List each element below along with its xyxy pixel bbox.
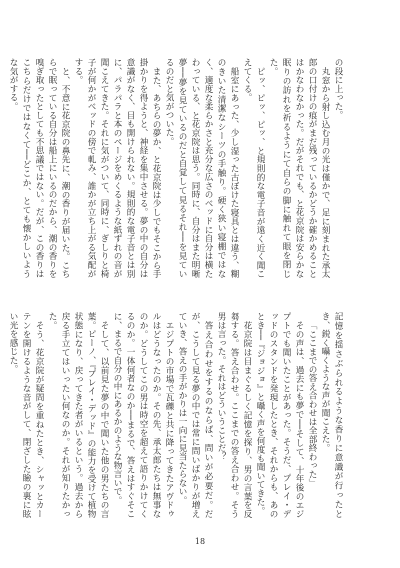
- paragraph: と、不意に花京院の鼻先に、潮の香りが届いた。こちらで眠っている自分は船上にいるのだから、潮の香りを嗅ぎ取ったとしても不思議ではない。だが、この香りはこちらだけではなくて──どこか、とても懐かしいような気がする。: [8, 58, 70, 278]
- text-block-bottom: [8, 312, 344, 518]
- paragraph: そう、花京院が疑問を重ねたとき、シャッとカーテンを開けるような音がして、閉ざした瞼の裏に眩い光を感じた。: [8, 312, 44, 518]
- page-number: 18: [194, 537, 206, 546]
- paragraph: そして、以前見た夢の中で聞いた他の男たちの言葉。ピーノ、『プレイ・デッド』の能力を受けて植物状態になり、戻ってきた者がいるという。過去から戻る手立てはいったい何なのか。それが知りたかった。: [47, 312, 109, 518]
- paragraph: 丸窓から射し込む月の光は僅かで、足に刻まれた承太郎の口付けの痕がまだ残っているかどうか確かめることはかなわなかった。だがそれでも、と花京院は安らかな眠りの訪れを祈るようにて自らの脚に触れて眼を閉じた。: [268, 58, 330, 278]
- paragraph: 「ここまでの答え合わせは全部終わった」: [307, 320, 317, 487]
- paragraph: また、あちらの夢か、と花京院は少しでもそこから手掛かりを得ようと、神経を集中させる。夢の中の自分は意識がなく、目も開けられない。規則的な電子音とは別に、パラパラと本のページをめくるような紙ずれの音が聞こえてきた。それに気がついて、同時に、ぎしりと椅子が何かがベッドの傍で軋み、誰かが立ち上がる気配がする。: [73, 58, 161, 278]
- text-block-top: [8, 58, 344, 278]
- paragraph: その声は、過去にも夢で──そして、十年後のエジプトでも聞いたことがあった。そうだ、プレイ・デッドのスタンドを発現したとき、それからも、あのとき──『ジョジョ』と囁く声を何度も聞いてきた。: [255, 312, 304, 518]
- paragraph: 船室にあった、少し湿った古ぼけた寝具とは違う、糊のきいた清潔なシーツの手触り。硬く狭い寝棚ではなく、適度な柔らかさと充分な広さのベッドに自分は横たわっている、と花京院は思う。同時に、自分はまた明晰夢──夢を見ているのだと自覚して見るそれ──を見ているのだと気がついた。: [164, 58, 239, 278]
- paragraph: 答え合わせをするのならば、問いが必要だ。だが、こうして見る夢の中では常に問いばかりが増えていき、答えの手がかりは一向に見当たらない。: [177, 312, 213, 518]
- paragraph: ピッ、ピッ、ピッ、と規則的な電子音が遠く近く聞こえてくる。: [242, 58, 265, 278]
- paragraph: 記憶を揺さぶられるような香りに意識が行ったとき、鋭く囁くような声が聞こえた。: [320, 312, 343, 518]
- paragraph: エジプトの市場で瓦礫と共に降ってきたアヴドゥルはどうなったのか。その先、承太郎たちは無事なのか。どうしてこの男は時空を超えて語りかけてくるのか。一体何者なのか──まるで、答えはすぐそこに、まるで自分の中にあるかのような物言いで。: [112, 312, 174, 518]
- paragraph: 花京院は目まぐるしく記憶を探り、男の言葉を反芻する。答え合わせ。ここまでの答え合わせ。そう男は言った。それはどういうことだ？: [216, 312, 252, 518]
- paragraph: の段に上った。: [333, 58, 343, 120]
